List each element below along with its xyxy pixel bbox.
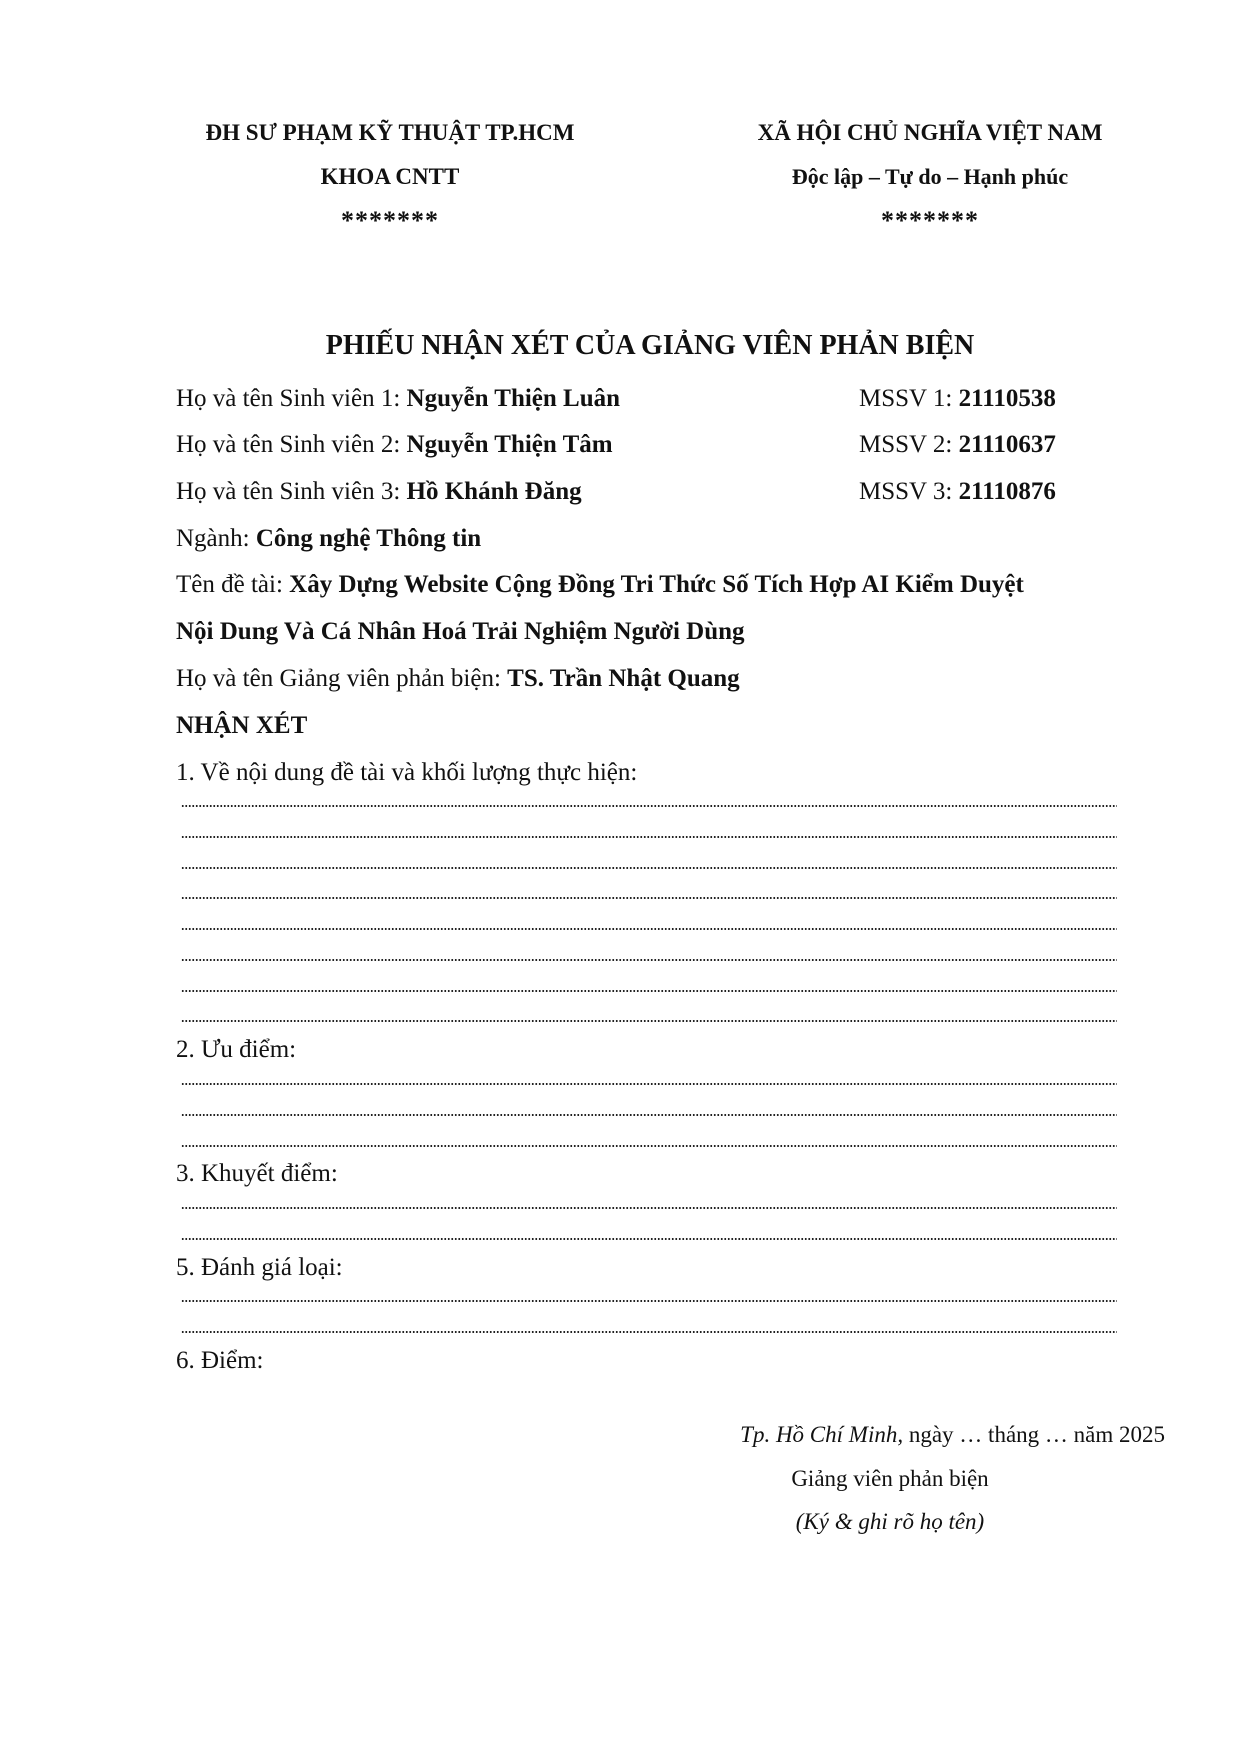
major-value: Công nghệ Thông tin xyxy=(255,525,482,552)
topic-line-2: Nội Dung Và Cá Nhân Hoá Trải Nghiệm Người Dùng xyxy=(176,618,745,645)
left-stars-divider: ******* xyxy=(341,206,439,235)
dotted-line[interactable] xyxy=(181,836,1117,838)
form-title: PHIẾU NHẬN XÉT CỦA GIẢNG VIÊN PHẢN BIỆN xyxy=(325,330,975,361)
reviewer-label: Họ và tên Giảng viên phản biện: xyxy=(176,665,508,692)
student-3-id: 21110876 xyxy=(958,478,1056,505)
student-3-name: Hồ Khánh Đăng xyxy=(406,478,582,505)
dotted-line[interactable] xyxy=(181,805,1117,807)
signature-date: ngày … tháng … năm 2025 xyxy=(903,1422,1165,1447)
dotted-line[interactable] xyxy=(181,897,1117,899)
student-2-row xyxy=(176,430,613,460)
section-score-label: 6. Điểm: xyxy=(176,1347,264,1374)
dotted-line[interactable] xyxy=(181,1114,1117,1116)
signature-role: Giảng viên phản biện xyxy=(791,1466,989,1491)
topic-line-1: Xây Dựng Website Cộng Đồng Tri Thức Số Tích Hợp AI Kiểm Duyệt xyxy=(289,571,1024,598)
dotted-line[interactable] xyxy=(181,867,1117,869)
section-strengths-label: 2. Ưu điểm: xyxy=(176,1036,297,1063)
major-label: Ngành: xyxy=(176,525,256,552)
student-3-label: Họ và tên Sinh viên 3: xyxy=(176,478,407,505)
major-row xyxy=(176,524,481,554)
topic-row xyxy=(176,570,1024,600)
reviewer-row xyxy=(176,664,740,694)
dotted-line[interactable] xyxy=(181,959,1117,961)
dotted-line[interactable] xyxy=(181,1207,1117,1209)
student-1-row xyxy=(176,384,620,414)
dotted-line[interactable] xyxy=(181,1145,1117,1147)
national-motto: Độc lập – Tự do – Hạnh phúc xyxy=(791,164,1069,189)
signature-date-line xyxy=(640,1422,1165,1448)
signature-place: Tp. Hồ Chí Minh, xyxy=(740,1422,904,1447)
topic-label: Tên đề tài: xyxy=(176,571,290,598)
student-1-id-row xyxy=(859,384,1056,414)
student-2-label: Họ và tên Sinh viên 2: xyxy=(176,431,407,458)
section-weaknesses-label: 3. Khuyết điểm: xyxy=(176,1160,338,1187)
student-1-id: 21110538 xyxy=(958,385,1056,412)
student-1-label: Họ và tên Sinh viên 1: xyxy=(176,385,407,412)
dotted-line[interactable] xyxy=(181,928,1117,930)
student-2-name: Nguyễn Thiện Tâm xyxy=(406,431,613,458)
signature-note: (Ký & ghi rõ họ tên) xyxy=(795,1509,985,1534)
university-name: ĐH SƯ PHẠM KỸ THUẬT TP.HCM xyxy=(205,120,575,145)
student-1-id-label: MSSV 1: xyxy=(859,385,959,412)
student-2-id-row xyxy=(859,430,1056,460)
section-content-label: 1. Về nội dung đề tài và khối lượng thực hiện: xyxy=(176,759,638,786)
student-3-id-row xyxy=(859,477,1056,507)
dotted-line[interactable] xyxy=(181,990,1117,992)
student-3-id-label: MSSV 3: xyxy=(859,478,959,505)
comments-heading: NHẬN XÉT xyxy=(176,712,308,739)
dotted-line[interactable] xyxy=(181,1300,1117,1302)
faculty-name: KHOA CNTT xyxy=(320,164,460,189)
dotted-line[interactable] xyxy=(181,1331,1117,1333)
reviewer-name: TS. Trần Nhật Quang xyxy=(507,665,740,692)
student-1-name: Nguyễn Thiện Luân xyxy=(406,385,621,412)
dotted-line[interactable] xyxy=(181,1083,1117,1085)
dotted-line[interactable] xyxy=(181,1020,1117,1022)
right-stars-divider: ******* xyxy=(881,206,979,235)
student-2-id: 21110637 xyxy=(958,431,1056,458)
topic-row-2 xyxy=(176,617,745,647)
student-3-row xyxy=(176,477,582,507)
section-rating-label: 5. Đánh giá loại: xyxy=(176,1254,343,1281)
student-2-id-label: MSSV 2: xyxy=(859,431,959,458)
country-name: XÃ HỘI CHỦ NGHĨA VIỆT NAM xyxy=(757,120,1103,145)
dotted-line[interactable] xyxy=(181,1238,1117,1240)
